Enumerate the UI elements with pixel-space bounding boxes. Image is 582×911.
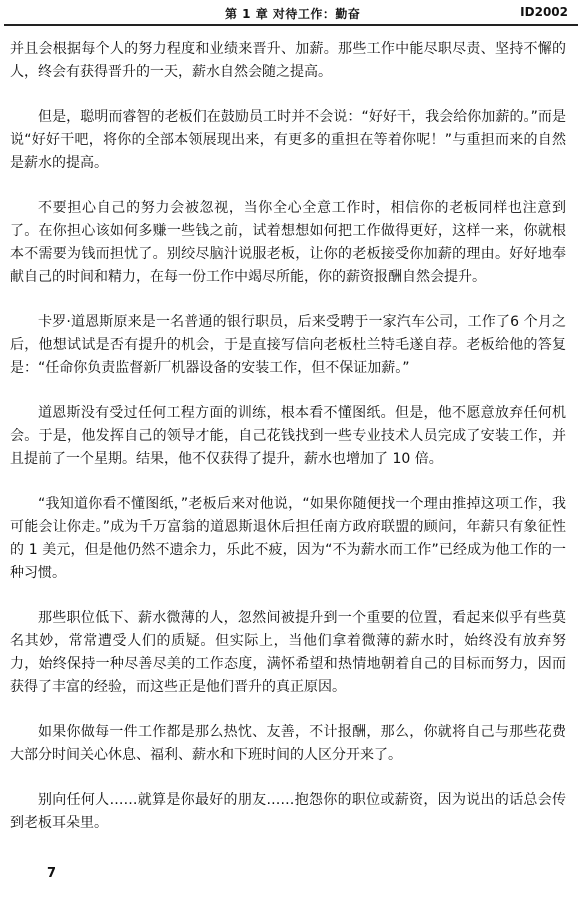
chapter-title: 第 1 章 对待工作：勤奋	[225, 7, 361, 21]
document-code: ID2002	[520, 5, 568, 19]
header-rule	[4, 24, 578, 26]
paragraph: “我知道你看不懂图纸，”老板后来对他说，“如果你随便找一个理由推掉这项工作，我可能会让你走。”成为千万富翁的道恩斯退休后担任南方政府联盟的顾问，年薪只有象征性的 1 美元，但是他仍然不遗余力，乐此不疲，因为“不为薪水而工作”已经成为他工作的一种习惯。	[10, 496, 566, 581]
page-number: 7	[47, 866, 57, 881]
paragraph: 卡罗·道恩斯原来是一名普通的银行职员，后来受聘于一家汽车公司，工作了6 个月之后，他想试试是否有提升的机会，于是直接写信向老板杜兰特毛遂自荐。老板给他的答复是：“任命你负责监督新厂机器设备的安装工作，但不保证加薪。”	[10, 314, 566, 376]
paragraph: 不要担心自己的努力会被忽视，当你全心全意工作时，相信你的老板同样也注意到了。在你担心该如何多赚一些钱之前，试着想想如何把工作做得更好，这样一来，你就根本不需要为钱而担忧了。别绞尽脑汁说服老板，让你的老板接受你加薪的理由。好好地奉献自己的时间和精力，在每一份工作中竭尽所能，你的薪资报酬自然会提升。	[10, 200, 566, 285]
paragraph: 如果你做每一件工作都是那么热忱、友善，不计报酬，那么，你就将自己与那些花费大部分时间关心休息、福利、薪水和下班时间的人区分开来了。	[10, 724, 566, 763]
paragraph: 但是，聪明而睿智的老板们在鼓励员工时并不会说：“好好干，我会给你加薪的。”而是说“好好干吧，将你的全部本领展现出来，有更多的重担在等着你呢！”与重担而来的自然是薪水的提高。	[10, 109, 566, 171]
running-header	[0, 0, 582, 22]
paragraph: 那些职位低下、薪水微薄的人，忽然间被提升到一个重要的位置，看起来似乎有些莫名其妙，常常遭受人们的质疑。但实际上，当他们拿着微薄的薪水时，始终没有放弃努力，始终保持一种尽善尽美的工作态度，满怀希望和热情地朝着自己的目标而努力，因而获得了丰富的经验，而这些正是他们晋升的真正原因。	[10, 610, 566, 695]
paragraph: 并且会根据每个人的努力程度和业绩来晋升、加薪。那些工作中能尽职尽责、坚持不懈的人，终会有获得晋升的一天，薪水自然会随之提高。	[10, 41, 566, 80]
body-text	[10, 38, 566, 857]
paragraph: 道恩斯没有受过任何工程方面的训练，根本看不懂图纸。但是，他不愿意放弃任何机会。于是，他发挥自己的领导才能，自己花钱找到一些专业技术人员完成了安装工作，并且提前了一个星期。结果，他不仅获得了提升，薪水也增加了 10 倍。	[10, 405, 566, 467]
paragraph: 别向任何人……就算是你最好的朋友……抱怨你的职位或薪资，因为说出的话总会传到老板耳朵里。	[10, 792, 566, 831]
